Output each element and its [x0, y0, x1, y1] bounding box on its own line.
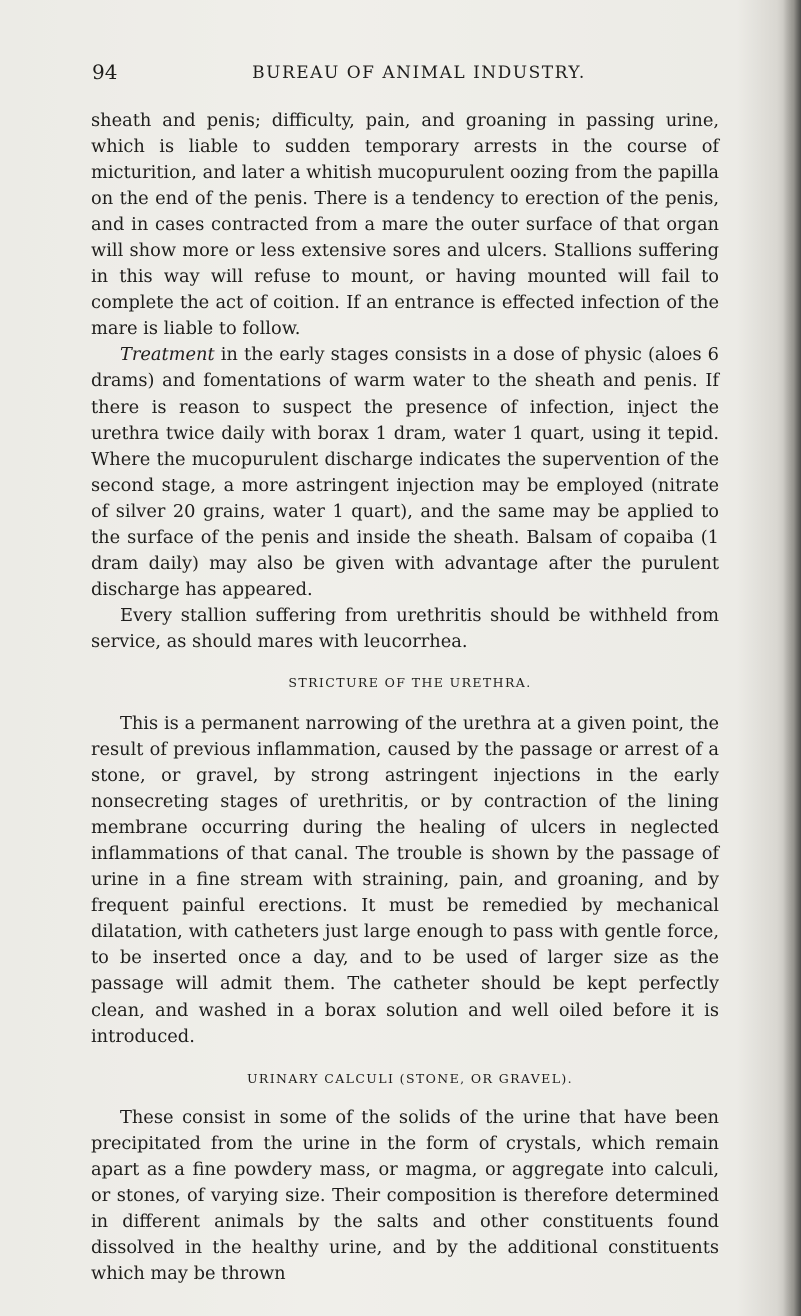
page-body [91, 108, 719, 1287]
paragraph-service: Every stallion suffering from urethritis should be withheld from service, as should mares with leucorrhea. [91, 604, 719, 652]
paragraph-stricture: This is a permanent narrowing of the urethra at a given point, the result of previous inflammation, caused by the passage or arrest of a stone, or gravel, by strong astringent injections in the early nonsecreting stages of urethritis, or by contraction of the lining membrane occurring during the healing of ulcers in neglected inflammations of that canal. The trouble is shown by the passage of urine in a fine stream with straining, pain, and groaning, and by frequent painful erections. It must be remedied by mechanical dilatation, with catheters just large enough to pass with gentle force, to be inserted once a day, and to be used of larger size as the passage will admit them. The catheter should be kept perfectly clean, and washed in a borax solution and well oiled before it is introduced. [91, 712, 719, 1047]
paragraph-calculi: These consist in some of the solids of the urine that have been precipitated from the urine in the form of crystals, which remain apart as a fine powdery mass, or magma, or aggregate into calculi, or stones, of varying size. Their composition is therefore determined in different animals by the salts and other constituents found dissolved in the healthy urine, and by the additional constituents which may be thrown [91, 1106, 719, 1284]
section-heading-stricture: STRICTURE OF THE URETHRA. [288, 674, 532, 690]
running-head: BUREAU OF ANIMAL INDUSTRY. [252, 63, 586, 83]
page-number: 94 [92, 60, 118, 84]
calculi-heading-main: URINARY CALCULI [246, 1070, 395, 1086]
calculi-heading-paren: (STONE, OR GRAVEL). [399, 1070, 574, 1086]
section-heading-calculi [91, 1068, 719, 1090]
treatment-text: in the early stages consists in a dose of physic (aloes 6 drams) and fomentations of warm water to the sheath and penis. If there is reason to suspect the presence of infection, inject the urethra twice daily with borax 1 dram, water 1 quart, using it tepid. Where the mucopurulent discharge indicates the supervention of the second stage, a more astringent injection may be employed (nitrate of silver 20 grains, water 1 quart), and the same may be applied to the surface of the penis and inside the sheath. Balsam of copaiba (1 dram daily) may also be given with advantage after the purulent discharge has appeared. [91, 344, 719, 600]
page-header [92, 60, 716, 84]
paragraph-treatment [91, 342, 719, 602]
treatment-lead: Treatment [120, 344, 215, 366]
page-edge-shadow [783, 0, 801, 1316]
paragraph-continued: sheath and penis; difficulty, pain, and groaning in passing urine, which is liable to sudden temporary arrests in the course of micturition, and later a whitish mucopurulent oozing from the papilla on the end of the penis. There is a tendency to erection of the penis, and in cases contracted from a mare the outer surface of that organ will show more or less extensive sores and ulcers. Stallions suffering in this way will refuse to mount, or having mounted will fail to complete the act of coition. If an entrance is effected infection of the mare is liable to follow. [91, 110, 719, 340]
